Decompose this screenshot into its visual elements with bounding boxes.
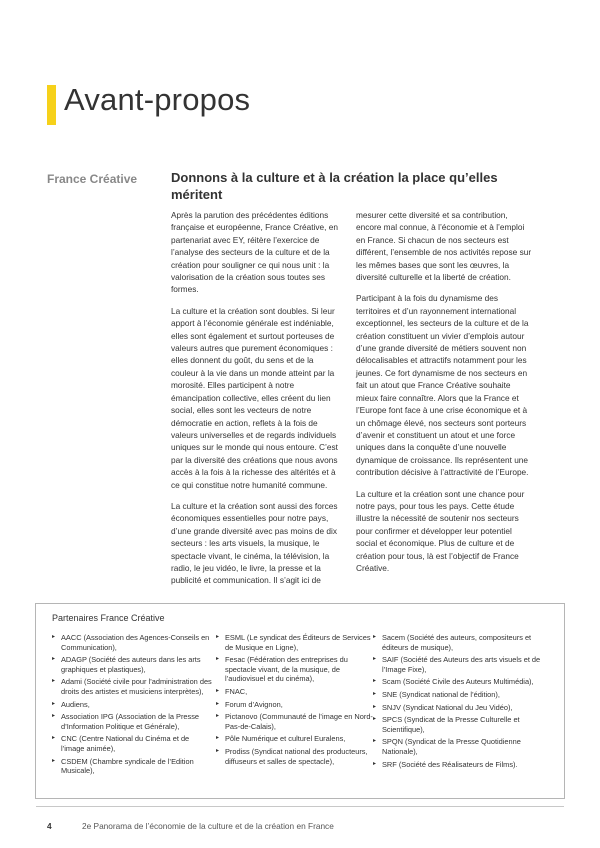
body-paragraph: La culture et la création sont aussi des forces économiques essentielles pour notre pays, d’une grande diversité avec pas moins de dix secteurs : les arts visuels, la musique, le spectacle vivant, le cinéma, la télévision, la radio, le jeu vidéo, le livre, la presse et la publicité et communication. Il s’agit ici de <box>171 500 338 586</box>
partner-item: ▸ Audiens, <box>52 700 212 710</box>
partner-item: ▸ CSDEM (Chambre syndicale de l’Edition Musicale), <box>52 757 212 776</box>
partner-item: ▸ Sacem (Société des auteurs, compositeurs et éditeurs de musique), <box>373 633 553 652</box>
body-paragraph: La culture et la création sont doubles. Si leur apport à l’économie générale est indéniable, elles sont également et surtout porteuses de valeurs autres que purement économiques : elles donnent du goût, du sens et de la couleur à la vie dans un monde atteint par la morosité. Elles participent à notre émancipation collective, elles créent du lien social, elles sont les vecteurs de notre démocratie en action, reflets à la fois de valeurs universelles et de regards individuels uniques sur le monde qui nous entoure. C’est par la diversité des créations que nous avons accès à la fois à la richesse des altérités et à ce qui constitue notre humanité commune. <box>171 305 338 490</box>
body-paragraph: La culture et la création sont une chance pour notre pays, pour tous les pays. Cette étude illustre la nécessité de soutenir nos secteurs pour confirmer et développer leur potentiel social et économique. Plus de culture et de création pour tous, là est l’objectif de France Créative. <box>356 488 525 573</box>
partners-box <box>35 603 565 799</box>
partner-item: ▸ SNJV (Syndicat National du Jeu Vidéo), <box>373 703 553 713</box>
partner-item: ▸ SRF (Société des Réalisateurs de Films). <box>373 760 553 770</box>
page-number: 4 <box>47 821 52 831</box>
partner-item: ▸ ESML (Le syndicat des Éditeurs de Services de Musique en Ligne), <box>216 633 376 652</box>
footer-divider <box>36 806 564 807</box>
partner-item: ▸ SNE (Syndicat national de l’édition), <box>373 690 553 700</box>
body-paragraph: mesurer cette diversité et sa contribution, encore mal connue, à l’économie et à l’emploi en France. Si chacun de nos secteurs est différent, l’ensemble de nos activités repose sur les mêmes bases que sont les œuvres, la diversité culturelle et la liberté de création. <box>356 210 532 283</box>
partner-item: ▸ Adami (Société civile pour l’administration des droits des artistes et musiciens interprètes), <box>52 677 212 696</box>
partners-title: Partenaires France Créative <box>52 613 165 623</box>
partner-item: ▸ Pôle Numérique et culturel Euralens, <box>216 734 376 744</box>
article-headline: Donnons à la culture et à la création la place qu’elles méritent <box>171 170 498 202</box>
body-column-right <box>356 209 534 583</box>
partners-column-3 <box>373 633 553 772</box>
section-label: France Créative <box>47 172 138 186</box>
partner-item: ▸ ADAGP (Société des auteurs dans les arts graphiques et plastiques), <box>52 655 212 674</box>
page-title: Avant-propos <box>64 82 251 117</box>
partner-item: ▸ CNC (Centre National du Cinéma et de l’image animée), <box>52 734 212 753</box>
partner-item: ▸ Prodiss (Syndicat national des producteurs, diffuseurs et salles de spectacle), <box>216 747 376 766</box>
partners-column-1 <box>52 633 212 779</box>
partner-item: ▸ SAIF (Société des Auteurs des arts visuels et de l’Image Fixe), <box>373 655 553 674</box>
body-paragraph: Participant à la fois du dynamisme des territoires et d’un rayonnement international exceptionnel, les secteurs de la culture et de la création constituent un vivier d’emplois autour d’une grande diversité de métiers souvent non délocalisables et attractifs notamment pour les jeunes. Ce fort dynamisme de nos secteurs en fait un atout que France Créative souhaite mieux faire connaître. Alors que la France et l’Europe font face à une crise économique et à un chômage élevé, nos secteurs sont porteurs d’avenir et constituent un atout et une force uniques dans la conquête d’une nouvelle dynamique de croissance. Ils représentent une contribution décisive à l’attractivité de l’Europe. <box>356 293 529 478</box>
body-column-left <box>171 209 341 596</box>
partner-item: ▸ SPCS (Syndicat de la Presse Culturelle et Scientifique), <box>373 715 553 734</box>
body-paragraph: Après la parution des précédentes éditions française et européenne, France Créative, en partenariat avec EY, réitère l’exercice de l’analyse des secteurs de la culture et de la création pour souligner ce qui nous unit : la valorisation de la création sous toutes ses formes. <box>171 210 338 295</box>
partner-item: ▸ SPQN (Syndicat de la Presse Quotidienne Nationale), <box>373 737 553 756</box>
partner-item: ▸ Fesac (Fédération des entreprises du spectacle vivant, de la musique, de l’audiovisuel et du cinéma), <box>216 655 376 684</box>
partner-item: ▸ Association IPG (Association de la Presse d’Information Politique et Générale), <box>52 712 212 731</box>
partner-item: ▸ FNAC, <box>216 687 376 697</box>
partner-item: ▸ Pictanovo (Communauté de l’image en Nord-Pas-de-Calais), <box>216 712 376 731</box>
partner-item: ▸ Scam (Société Civile des Auteurs Multimédia), <box>373 677 553 687</box>
partner-item: ▸ Forum d’Avignon, <box>216 700 376 710</box>
footer-title: 2e Panorama de l’économie de la culture et de la création en France <box>82 821 334 831</box>
title-accent-bar <box>47 85 56 125</box>
partner-item: ▸ AACC (Association des Agences-Conseils en Communication), <box>52 633 212 652</box>
partners-column-2 <box>216 633 376 769</box>
